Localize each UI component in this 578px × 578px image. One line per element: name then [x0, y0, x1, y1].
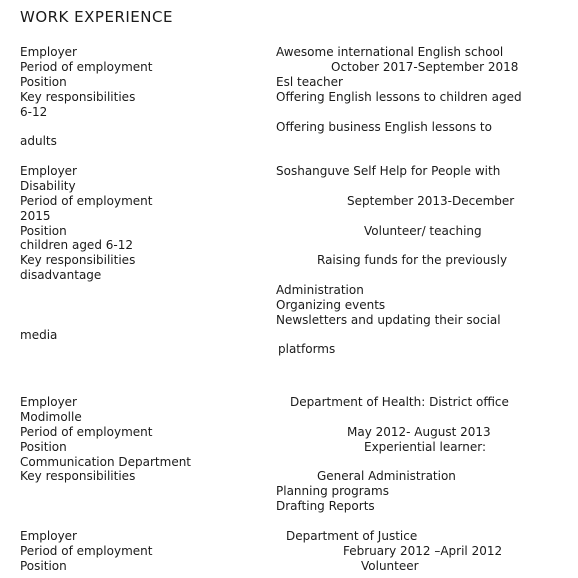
- job3-responsibility-1: General Administration: [317, 469, 456, 483]
- job3-employer-label: Employer: [20, 395, 77, 409]
- job1-responsibility-1-wrap: 6-12: [20, 105, 48, 119]
- job2-responsibility-3: Organizing events: [276, 298, 386, 312]
- job2-position-wrap: children aged 6-12: [20, 238, 133, 252]
- job3-period: May 2012- August 2013: [347, 425, 491, 439]
- job3-position-wrap: Communication Department: [20, 455, 192, 469]
- job2-position-label: Position: [20, 224, 67, 238]
- job2-position: Volunteer/ teaching: [364, 224, 482, 238]
- job2-employer: Soshanguve Self Help for People with: [276, 164, 501, 178]
- job1-employer: Awesome international English school: [276, 45, 504, 59]
- job3-employer-wrap: Modimolle: [20, 410, 82, 424]
- job2-period-label: Period of employment: [20, 194, 153, 208]
- job2-employer-wrap: Disability: [20, 179, 76, 193]
- job4-employer-label: Employer: [20, 529, 77, 543]
- job4-position: Volunteer: [361, 559, 419, 573]
- job2-responsibility-4-wrap: media: [20, 328, 58, 342]
- job2-responsibility-4-continued: platforms: [278, 342, 336, 356]
- job3-position-label: Position: [20, 440, 67, 454]
- job1-responsibility-2: Offering business English lessons to: [276, 120, 492, 134]
- job2-period-wrap: 2015: [20, 209, 51, 223]
- job2-responsibility-2: Administration: [276, 283, 364, 297]
- job2-responsibility-1: Raising funds for the previously: [317, 253, 508, 267]
- job4-period: February 2012 –April 2012: [343, 544, 503, 558]
- job2-responsibilities-label: Key responsibilities: [20, 253, 136, 267]
- job3-responsibilities-label: Key responsibilities: [20, 469, 136, 483]
- job2-responsibility-4: Newsletters and updating their social: [276, 313, 501, 327]
- job1-responsibility-1: Offering English lessons to children aged: [276, 90, 522, 104]
- job1-position-label: Position: [20, 75, 67, 89]
- job1-period-label: Period of employment: [20, 60, 153, 74]
- job4-period-label: Period of employment: [20, 544, 153, 558]
- job1-responsibility-2-wrap: adults: [20, 134, 57, 148]
- job2-employer-label: Employer: [20, 164, 77, 178]
- job3-responsibility-2: Planning programs: [276, 484, 389, 498]
- job1-position: Esl teacher: [276, 75, 343, 89]
- job3-employer: Department of Health: District office: [290, 395, 509, 409]
- job1-employer-label: Employer: [20, 45, 77, 59]
- job4-employer: Department of Justice: [286, 529, 418, 543]
- job3-period-label: Period of employment: [20, 425, 153, 439]
- section-heading: WORK EXPERIENCE: [20, 8, 173, 26]
- job2-responsibility-1-wrap: disadvantage: [20, 268, 102, 282]
- job3-responsibility-3: Drafting Reports: [276, 499, 375, 513]
- job2-period: September 2013-December: [347, 194, 515, 208]
- job4-position-label: Position: [20, 559, 67, 573]
- job1-period: October 2017-September 2018: [331, 60, 519, 74]
- job1-responsibilities-label: Key responsibilities: [20, 90, 136, 104]
- job3-position: Experiential learner:: [364, 440, 487, 454]
